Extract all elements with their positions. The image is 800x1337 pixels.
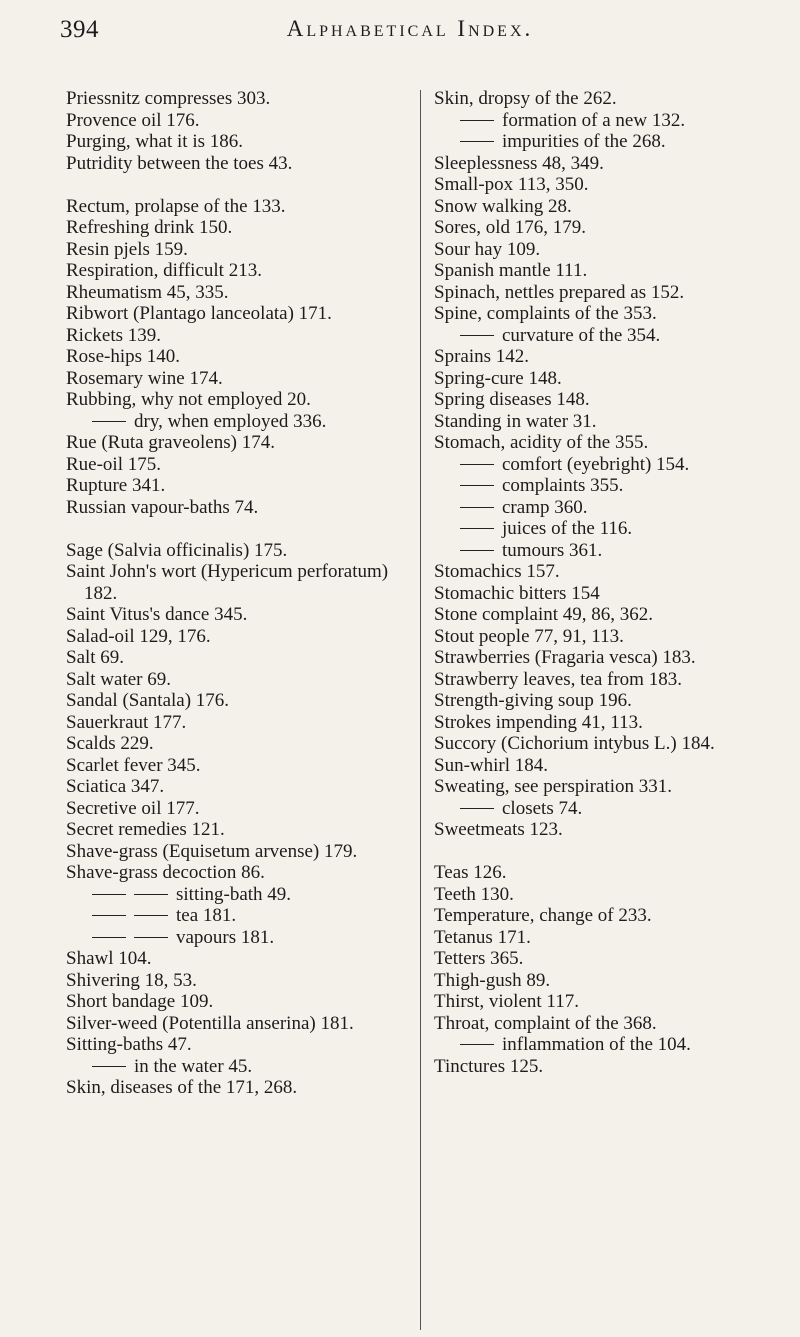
entry-text: Saint Vitus's dance 345. bbox=[66, 604, 248, 625]
index-entry bbox=[434, 905, 779, 927]
entry-text: Short bandage 109. bbox=[66, 991, 214, 1012]
entry-text: Sleeplessness 48, 349. bbox=[434, 152, 604, 174]
entry-text: vapours 181. bbox=[176, 926, 275, 948]
index-entry bbox=[66, 819, 411, 841]
ditto-dash bbox=[460, 141, 494, 142]
index-subentry bbox=[434, 110, 779, 132]
index-subentry bbox=[66, 1056, 411, 1078]
index-subentry bbox=[434, 131, 779, 153]
entry-text: in the water 45. bbox=[134, 1055, 253, 1077]
index-entry bbox=[434, 1056, 779, 1078]
ditto-dash bbox=[92, 1066, 126, 1067]
section-gap bbox=[66, 174, 411, 196]
entry-text: Small-pox 113, 350. bbox=[434, 174, 589, 195]
index-entry bbox=[434, 346, 779, 368]
entry-text: Rosemary wine 174. bbox=[66, 367, 223, 389]
index-entry bbox=[66, 260, 411, 282]
entry-text: Standing in water 31. bbox=[434, 410, 597, 432]
entry-text: Respiration, difficult 213. bbox=[66, 260, 262, 281]
index-entry bbox=[434, 884, 779, 906]
entry-text: Sitting-baths 47. bbox=[66, 1034, 192, 1055]
entry-text: Rickets 139. bbox=[66, 324, 161, 346]
index-entry bbox=[66, 432, 411, 454]
index-entry bbox=[66, 303, 411, 325]
index-entry bbox=[434, 88, 779, 110]
index-entry bbox=[434, 948, 779, 970]
entry-text: Salt 69. bbox=[66, 647, 125, 668]
index-entry bbox=[434, 626, 779, 648]
page-number: 394 bbox=[60, 16, 99, 43]
entry-text: Sweetmeats 123. bbox=[434, 819, 563, 840]
entry-text: Tetters 365. bbox=[434, 948, 524, 969]
entry-text: Silver-weed (Potentilla anserina) 181. bbox=[66, 1012, 354, 1034]
entry-text: Stomach, acidity of the 355. bbox=[434, 432, 649, 453]
entry-text: Sandal (Santala) 176. bbox=[66, 690, 230, 711]
entry-text: impurities of the 268. bbox=[502, 131, 666, 152]
entry-text: Russian vapour-baths 74. bbox=[66, 496, 259, 518]
index-entry bbox=[434, 927, 779, 949]
entry-text: Sour hay 109. bbox=[434, 238, 541, 260]
index-entry bbox=[434, 647, 779, 669]
index-entry bbox=[434, 819, 779, 841]
index-subentry bbox=[66, 905, 411, 927]
ditto-dash bbox=[460, 528, 494, 529]
index-entry bbox=[434, 432, 779, 454]
index-entry bbox=[434, 1013, 779, 1035]
entry-text: Purging, what it is 186. bbox=[66, 131, 243, 152]
index-entry bbox=[66, 217, 411, 239]
entry-text: Strawberry leaves, tea from 183. bbox=[434, 668, 682, 690]
index-entry bbox=[434, 862, 779, 884]
entry-text: sitting-bath 49. bbox=[176, 883, 292, 905]
entry-text: Salt water 69. bbox=[66, 668, 172, 690]
index-entry bbox=[66, 841, 411, 863]
entry-text: Rheumatism 45, 335. bbox=[66, 281, 229, 303]
index-entry bbox=[66, 690, 411, 712]
entry-text: Rue (Ruta graveolens) 174. bbox=[66, 432, 275, 453]
index-entry bbox=[66, 131, 411, 153]
section-gap bbox=[66, 518, 411, 540]
entry-text: Thigh-gush 89. bbox=[434, 969, 551, 991]
index-entry bbox=[434, 282, 779, 304]
entry-text: Sciatica 347. bbox=[66, 776, 165, 797]
entry-text: Rectum, prolapse of the 133. bbox=[66, 195, 286, 217]
entry-text: Spinach, nettles prepared as 152. bbox=[434, 281, 685, 303]
ditto-dash bbox=[92, 421, 126, 422]
entry-text: Succory (Cichorium intybus L.) 184. bbox=[434, 733, 715, 754]
index-subentry bbox=[434, 798, 779, 820]
index-entry bbox=[434, 991, 779, 1013]
entry-text: inflammation of the 104. bbox=[502, 1034, 691, 1055]
index-entry bbox=[66, 475, 411, 497]
index-entry bbox=[66, 712, 411, 734]
column-divider bbox=[420, 90, 421, 1330]
entry-text: Spring-cure 148. bbox=[434, 367, 562, 389]
entry-text: Secretive oil 177. bbox=[66, 797, 200, 819]
entry-text: Provence oil 176. bbox=[66, 109, 200, 131]
index-entry bbox=[66, 991, 411, 1013]
index-entry bbox=[66, 389, 411, 411]
entry-text: Sprains 142. bbox=[434, 346, 529, 367]
index-entry bbox=[66, 1034, 411, 1056]
entry-text: Thirst, violent 117. bbox=[434, 991, 579, 1012]
index-entry bbox=[66, 239, 411, 261]
entry-text: Rubbing, why not employed 20. bbox=[66, 389, 311, 410]
index-entry bbox=[66, 153, 411, 175]
entry-text: Spanish mantle 111. bbox=[434, 260, 588, 281]
index-entry bbox=[434, 776, 779, 798]
ditto-dash bbox=[92, 937, 126, 938]
index-entry bbox=[434, 174, 779, 196]
entry-text: Strawberries (Fragaria vesca) 183. bbox=[434, 647, 696, 668]
entry-text: Shave-grass (Equisetum arvense) 179. bbox=[66, 840, 358, 862]
entry-text: Stomachic bitters 154 bbox=[434, 582, 600, 604]
index-entry bbox=[66, 497, 411, 519]
index-subentry bbox=[66, 884, 411, 906]
entry-text: complaints 355. bbox=[502, 475, 624, 496]
index-entry bbox=[66, 325, 411, 347]
entry-text: comfort (eyebright) 154. bbox=[502, 453, 690, 475]
entry-text: juices of the 116. bbox=[502, 518, 633, 539]
entry-text: Sage (Salvia officinalis) 175. bbox=[66, 539, 288, 561]
entry-text: Rose-hips 140. bbox=[66, 346, 180, 367]
entry-text: Stone complaint 49, 86, 362. bbox=[434, 604, 654, 625]
entry-text: Sun-whirl 184. bbox=[434, 754, 548, 776]
index-entry bbox=[434, 669, 779, 691]
entry-text: closets 74. bbox=[502, 797, 583, 819]
index-entry bbox=[66, 110, 411, 132]
index-entry bbox=[66, 776, 411, 798]
ditto-dash bbox=[460, 808, 494, 809]
index-entry bbox=[66, 561, 411, 604]
index-entry bbox=[66, 733, 411, 755]
index-subentry bbox=[434, 325, 779, 347]
index-entry bbox=[434, 303, 779, 325]
index-entry bbox=[434, 368, 779, 390]
index-column-right bbox=[434, 88, 779, 1077]
ditto-dash bbox=[460, 485, 494, 486]
index-entry bbox=[66, 604, 411, 626]
entry-text: Sauerkraut 177. bbox=[66, 711, 187, 733]
entry-text: Priessnitz compresses 303. bbox=[66, 88, 271, 109]
index-entry bbox=[434, 733, 779, 755]
entry-text: Shave-grass decoction 86. bbox=[66, 862, 265, 883]
index-subentry bbox=[434, 497, 779, 519]
entry-text: Stomachics 157. bbox=[434, 561, 560, 582]
index-entry bbox=[66, 669, 411, 691]
entry-text: tea 181. bbox=[176, 905, 237, 926]
entry-text: Rupture 341. bbox=[66, 475, 166, 496]
page-header bbox=[60, 16, 760, 56]
entry-text: Saint John's wort (Hypericum perforatum) 182. bbox=[66, 561, 389, 604]
entry-text: Teeth 130. bbox=[434, 883, 514, 905]
index-entry bbox=[434, 755, 779, 777]
index-entry bbox=[66, 970, 411, 992]
entry-text: Tetanus 171. bbox=[434, 926, 531, 948]
entry-text: Throat, complaint of the 368. bbox=[434, 1012, 657, 1034]
index-column-left bbox=[66, 88, 411, 1099]
running-title: Alphabetical Index. bbox=[286, 16, 534, 41]
index-entry bbox=[66, 948, 411, 970]
ditto-dash bbox=[134, 894, 168, 895]
entry-text: Sweating, see perspiration 331. bbox=[434, 776, 672, 797]
index-entry bbox=[434, 712, 779, 734]
index-subentry bbox=[434, 475, 779, 497]
index-entry bbox=[66, 626, 411, 648]
index-entry bbox=[66, 755, 411, 777]
ditto-dash bbox=[460, 507, 494, 508]
index-entry bbox=[66, 346, 411, 368]
entry-text: Temperature, change of 233. bbox=[434, 905, 652, 926]
entry-text: Resin pjels 159. bbox=[66, 238, 188, 260]
entry-text: Skin, dropsy of the 262. bbox=[434, 88, 617, 109]
index-subentry bbox=[66, 411, 411, 433]
index-entry bbox=[434, 239, 779, 261]
entry-text: Secret remedies 121. bbox=[66, 819, 225, 840]
entry-text: Ribwort (Plantago lanceolata) 171. bbox=[66, 303, 332, 324]
entry-text: Putridity between the toes 43. bbox=[66, 152, 293, 174]
entry-text: Shawl 104. bbox=[66, 948, 152, 969]
entry-text: formation of a new 132. bbox=[502, 109, 686, 131]
index-entry bbox=[66, 798, 411, 820]
index-entry bbox=[434, 153, 779, 175]
index-entry bbox=[434, 583, 779, 605]
entry-text: Scalds 229. bbox=[66, 733, 154, 754]
index-entry bbox=[434, 411, 779, 433]
ditto-dash bbox=[134, 937, 168, 938]
index-entry bbox=[434, 260, 779, 282]
entry-text: Snow walking 28. bbox=[434, 195, 572, 217]
index-subentry bbox=[434, 540, 779, 562]
index-entry bbox=[66, 282, 411, 304]
ditto-dash bbox=[460, 120, 494, 121]
ditto-dash bbox=[460, 335, 494, 336]
entry-text: curvature of the 354. bbox=[502, 324, 661, 346]
index-entry bbox=[66, 196, 411, 218]
ditto-dash bbox=[134, 915, 168, 916]
entry-text: Salad-oil 129, 176. bbox=[66, 625, 211, 647]
index-entry bbox=[434, 604, 779, 626]
index-subentry bbox=[434, 1034, 779, 1056]
index-entry bbox=[434, 561, 779, 583]
entry-text: tumours 361. bbox=[502, 539, 603, 561]
entry-text: Tinctures 125. bbox=[434, 1055, 544, 1077]
entry-text: Rue-oil 175. bbox=[66, 453, 161, 475]
index-entry bbox=[434, 196, 779, 218]
entry-text: Sores, old 176, 179. bbox=[434, 217, 586, 238]
index-entry bbox=[66, 88, 411, 110]
entry-text: Skin, diseases of the 171, 268. bbox=[66, 1077, 298, 1098]
entry-text: Shivering 18, 53. bbox=[66, 969, 197, 991]
entry-text: Scarlet fever 345. bbox=[66, 754, 201, 776]
index-entry bbox=[66, 647, 411, 669]
section-gap bbox=[434, 841, 779, 863]
ditto-dash bbox=[460, 464, 494, 465]
ditto-dash bbox=[460, 550, 494, 551]
entry-text: Spring diseases 148. bbox=[434, 389, 590, 410]
entry-text: Strength-giving soup 196. bbox=[434, 690, 632, 711]
index-entry bbox=[66, 862, 411, 884]
index-entry bbox=[434, 690, 779, 712]
ditto-dash bbox=[92, 894, 126, 895]
index-subentry bbox=[434, 454, 779, 476]
entry-text: dry, when employed 336. bbox=[134, 410, 327, 432]
index-subentry bbox=[66, 927, 411, 949]
index-subentry bbox=[434, 518, 779, 540]
index-entry bbox=[434, 217, 779, 239]
ditto-dash bbox=[92, 915, 126, 916]
entry-text: Refreshing drink 150. bbox=[66, 217, 233, 238]
index-entry bbox=[434, 970, 779, 992]
entry-text: Strokes impending 41, 113. bbox=[434, 711, 643, 733]
index-entry bbox=[66, 540, 411, 562]
index-entry bbox=[66, 454, 411, 476]
entry-text: Stout people 77, 91, 113. bbox=[434, 625, 624, 647]
index-entry bbox=[66, 1077, 411, 1099]
index-entry bbox=[66, 368, 411, 390]
entry-text: Teas 126. bbox=[434, 862, 507, 883]
index-entry bbox=[66, 1013, 411, 1035]
index-entry bbox=[434, 389, 779, 411]
entry-text: cramp 360. bbox=[502, 496, 588, 518]
entry-text: Spine, complaints of the 353. bbox=[434, 303, 657, 324]
ditto-dash bbox=[460, 1044, 494, 1045]
